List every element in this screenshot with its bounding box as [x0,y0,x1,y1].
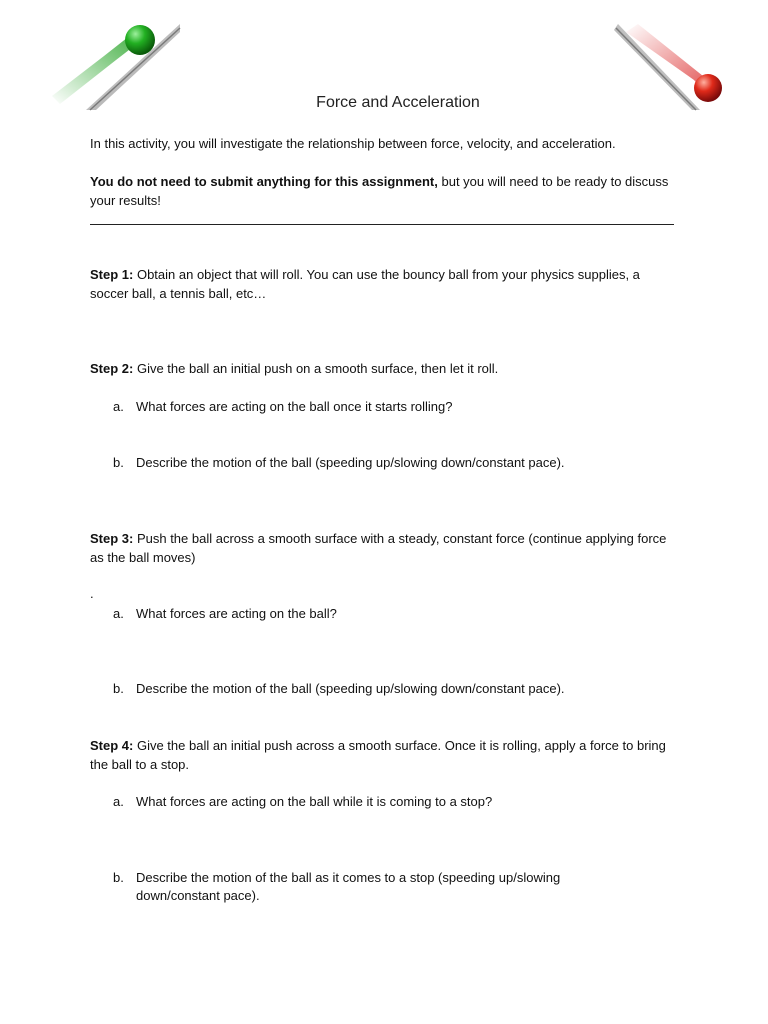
step-4 [90,736,680,774]
list-marker: b. [113,455,124,470]
step-2-label: Step 2: [90,361,134,376]
step-1-text: Obtain an object that will roll. You can use the bouncy ball from your physics supplies, a soccer ball, a tennis ball, etc… [90,267,640,301]
step-2-text: Give the ball an initial push on a smooth surface, then let it roll. [133,361,499,376]
submission-notice-bold: You do not need to submit anything for this assignment, [90,174,438,189]
step-3 [90,529,680,567]
question-text: What forces are acting on the ball? [136,606,337,621]
step-3-text: Push the ball across a smooth surface with a steady, constant force (continue applying force as the ball moves) [90,531,667,565]
step-4-label: Step 4: [90,738,134,753]
step-1 [90,265,680,303]
step-3-label: Step 3: [90,531,134,546]
list-marker: b. [113,870,124,885]
question-text: Describe the motion of the ball (speeding up/slowing down/constant pace). [136,455,565,470]
question-text: Describe the motion of the ball as it comes to a stop (speeding up/slowing down/constant pace). [136,870,561,903]
divider-line [90,224,674,225]
page-title: Force and Acceleration [316,94,480,111]
question-text: What forces are acting on the ball once it starts rolling? [136,399,453,414]
question-text: What forces are acting on the ball while it is coming to a stop? [136,794,493,809]
stray-period: . [90,586,94,601]
list-marker: a. [113,606,124,621]
list-marker: a. [113,794,124,809]
question-text: Describe the motion of the ball (speeding up/slowing down/constant pace). [136,681,565,696]
step-1-label: Step 1: [90,267,134,282]
list-marker: b. [113,681,124,696]
step-4-text: Give the ball an initial push across a smooth surface. Once it is rolling, apply a force to bring the ball to a stop. [90,738,666,772]
list-marker: a. [113,399,124,414]
step-2 [90,359,680,378]
submission-notice-rest: but you will need to be ready to discuss your results! [90,174,669,208]
intro-text: In this activity, you will investigate the relationship between force, velocity, and acceleration. [90,136,616,151]
submission-notice [90,172,680,210]
